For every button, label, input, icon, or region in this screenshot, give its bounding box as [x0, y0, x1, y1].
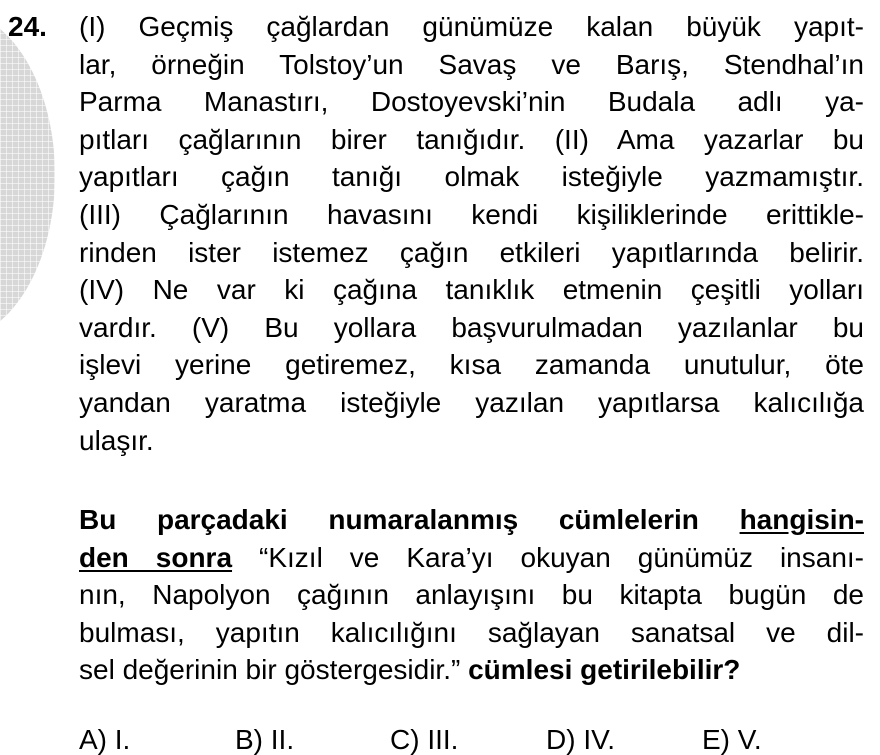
- stem-line-1: [79, 501, 864, 539]
- stem-quote-line4: bulması, yapıtın kalıcılığını sağlayan sanatsal ve dil-: [79, 616, 864, 648]
- stem-bold-intro: Bu parçadaki numaralanmış cümlelerin: [79, 504, 699, 535]
- option-c[interactable]: C) III.: [390, 724, 459, 755]
- stem-underlined-part2: den sonra: [79, 541, 233, 573]
- passage-line: (IV) Ne var ki çağına tanıklık etmenin çeşitli yolları: [79, 274, 864, 306]
- question-stem: [79, 501, 864, 689]
- stem-bold-outro: cümlesi getirilebilir?: [468, 654, 741, 686]
- passage-line: ulaşır.: [79, 424, 154, 456]
- answer-options: [79, 721, 864, 755]
- stem-underlined-part1: hangisin-: [739, 504, 865, 535]
- passage-line: Parma Manastırı, Dostoyevski’nin Budala adlı ya-: [79, 86, 864, 118]
- stem-line-5: [79, 651, 864, 689]
- passage-line: vardır. (V) Bu yollara başvurulmadan yazılanlar bu: [79, 311, 864, 343]
- passage-line: lar, örneğin Tolstoy’un Savaş ve Barış, Stendhal’ın: [79, 48, 864, 80]
- passage-line: yandan yaratma isteğiyle yazılan yapıtlarsa kalıcılığa: [79, 386, 864, 418]
- passage-line: (I) Geçmiş çağlardan günümüze kalan büyük yapıt-: [79, 11, 864, 42]
- stem-quote-line2: “Kızıl ve Kara’yı okuyan günümüz insanı-: [232, 541, 865, 573]
- option-d[interactable]: D) IV.: [546, 724, 615, 755]
- option-e[interactable]: E) V.: [702, 724, 762, 755]
- option-b[interactable]: B) II.: [235, 724, 295, 755]
- question-passage: [79, 8, 864, 459]
- stem-line-2: [79, 539, 864, 577]
- stem-quote-line5: sel değerinin bir göstergesidir.”: [79, 654, 469, 686]
- passage-line: pıtları çağlarının birer tanığıdır. (II) Ama yazarlar bu: [79, 123, 864, 155]
- passage-line: rinden ister istemez çağın etkileri yapıtlarında belirir.: [79, 236, 864, 268]
- passage-line: yapıtları çağın tanığı olmak isteğiyle yazmamıştır.: [79, 161, 864, 193]
- option-a[interactable]: A) I.: [79, 724, 131, 755]
- question-number: 24.: [8, 11, 47, 42]
- passage-line: (III) Çağlarının havasını kendi kişiliklerinde erittikle-: [79, 198, 864, 230]
- watermark-shape: [0, 10, 55, 340]
- stem-quote-line3: nın, Napolyon çağının anlayışını bu kitapta bugün de: [79, 579, 864, 611]
- passage-line: işlevi yerine getiremez, kısa zamanda unutulur, öte: [79, 349, 864, 381]
